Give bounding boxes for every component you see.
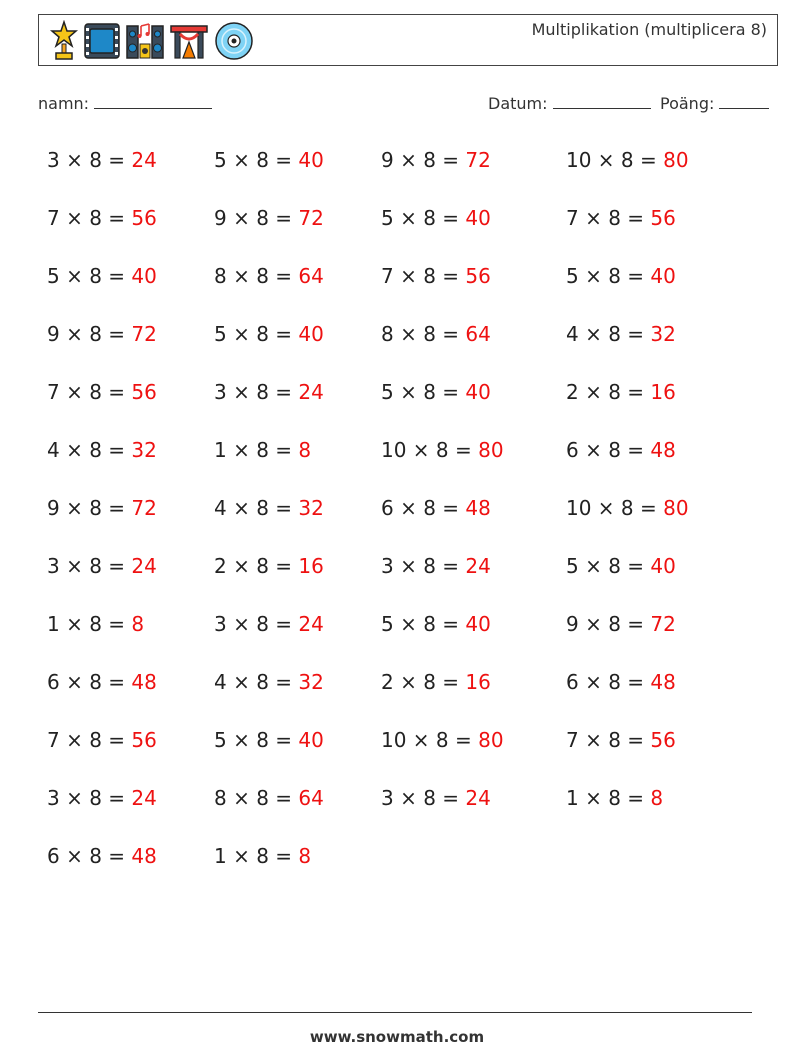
problem-question: 8 × 8 =: [214, 264, 299, 288]
problem-answer: 72: [131, 496, 157, 520]
problem-item: [381, 612, 491, 636]
problem-item: [566, 380, 676, 404]
problem-answer: 56: [465, 264, 491, 288]
problem-item: [566, 148, 689, 172]
cd-disc-icon: [213, 20, 255, 62]
problem-item: [381, 554, 491, 578]
name-label: namn:: [38, 94, 90, 113]
problem-item: [214, 844, 311, 868]
problem-question: 7 × 8 =: [381, 264, 466, 288]
problem-question: 3 × 8 =: [47, 148, 132, 172]
problem-item: [566, 496, 689, 520]
problem-question: 6 × 8 =: [566, 438, 651, 462]
problem-question: 6 × 8 =: [47, 844, 132, 868]
problem-answer: 72: [298, 206, 324, 230]
problem-question: 4 × 8 =: [214, 670, 299, 694]
worksheet-title: Multiplikation (multiplicera 8): [531, 20, 767, 39]
problem-answer: 72: [131, 322, 157, 346]
problem-answer: 48: [131, 844, 157, 868]
problem-item: [47, 786, 157, 810]
problem-answer: 40: [465, 206, 491, 230]
problem-item: [47, 148, 157, 172]
problem-item: [214, 786, 324, 810]
stage-curtain-icon: [169, 20, 209, 62]
problem-item: [566, 264, 676, 288]
problem-item: [381, 148, 491, 172]
problem-answer: 40: [465, 612, 491, 636]
problem-answer: 16: [650, 380, 676, 404]
problem-question: 5 × 8 =: [566, 264, 651, 288]
problem-question: 10 × 8 =: [566, 496, 664, 520]
film-frame-icon: [83, 20, 121, 62]
date-field: [488, 92, 651, 113]
problem-answer: 72: [465, 148, 491, 172]
name-blank[interactable]: [94, 92, 212, 109]
problem-question: 3 × 8 =: [47, 554, 132, 578]
problem-answer: 72: [650, 612, 676, 636]
problem-question: 3 × 8 =: [381, 786, 466, 810]
problem-item: [566, 206, 676, 230]
problem-answer: 8: [650, 786, 664, 810]
problem-item: [381, 670, 491, 694]
problem-item: [566, 728, 676, 752]
problem-item: [566, 786, 663, 810]
problem-answer: 48: [131, 670, 157, 694]
problem-question: 9 × 8 =: [566, 612, 651, 636]
problem-question: 8 × 8 =: [214, 786, 299, 810]
problem-question: 10 × 8 =: [381, 438, 479, 462]
problem-question: 2 × 8 =: [381, 670, 466, 694]
problem-item: [566, 670, 676, 694]
footer-website: www.snowmath.com: [309, 1028, 485, 1046]
trophy-icon: [49, 20, 79, 62]
problem-question: 5 × 8 =: [214, 728, 299, 752]
speakers-icon: [125, 20, 165, 62]
problem-question: 5 × 8 =: [381, 380, 466, 404]
problem-question: 6 × 8 =: [381, 496, 466, 520]
problem-answer: 16: [298, 554, 324, 578]
problem-item: [214, 728, 324, 752]
problem-answer: 48: [650, 438, 676, 462]
problem-answer: 80: [663, 496, 689, 520]
problem-item: [214, 612, 324, 636]
problem-answer: 56: [131, 206, 157, 230]
problem-answer: 80: [478, 438, 504, 462]
problem-item: [47, 206, 157, 230]
problem-item: [214, 206, 324, 230]
problem-question: 10 × 8 =: [381, 728, 479, 752]
problem-item: [47, 670, 157, 694]
header-icons: [49, 19, 255, 63]
problem-item: [214, 438, 311, 462]
date-label: Datum:: [488, 94, 548, 113]
problem-item: [47, 496, 157, 520]
problem-answer: 32: [298, 670, 324, 694]
problem-answer: 8: [131, 612, 145, 636]
problem-answer: 40: [298, 728, 324, 752]
problem-item: [214, 380, 324, 404]
problem-answer: 40: [298, 148, 324, 172]
problem-answer: 8: [298, 844, 312, 868]
problem-question: 7 × 8 =: [47, 728, 132, 752]
problem-question: 4 × 8 =: [566, 322, 651, 346]
problem-answer: 48: [650, 670, 676, 694]
problem-item: [381, 322, 491, 346]
problem-question: 1 × 8 =: [566, 786, 651, 810]
score-label: Poäng:: [660, 94, 715, 113]
problem-question: 7 × 8 =: [566, 728, 651, 752]
problem-item: [566, 612, 676, 636]
problem-question: 6 × 8 =: [566, 670, 651, 694]
problem-answer: 64: [465, 322, 491, 346]
problem-answer: 56: [131, 728, 157, 752]
problem-answer: 56: [131, 380, 157, 404]
problem-answer: 40: [650, 554, 676, 578]
problem-question: 5 × 8 =: [381, 206, 466, 230]
problem-question: 3 × 8 =: [47, 786, 132, 810]
problem-item: [214, 496, 324, 520]
problem-question: 9 × 8 =: [381, 148, 466, 172]
problem-answer: 24: [131, 786, 157, 810]
problem-item: [381, 786, 491, 810]
problem-answer: 24: [465, 786, 491, 810]
worksheet-header: [38, 14, 778, 66]
problem-question: 5 × 8 =: [214, 322, 299, 346]
problem-item: [47, 844, 157, 868]
problem-answer: 40: [650, 264, 676, 288]
problem-answer: 56: [650, 728, 676, 752]
problem-item: [381, 380, 491, 404]
problem-question: 6 × 8 =: [47, 670, 132, 694]
problem-item: [47, 380, 157, 404]
problem-item: [47, 612, 144, 636]
problem-question: 7 × 8 =: [566, 206, 651, 230]
problem-question: 4 × 8 =: [47, 438, 132, 462]
problem-answer: 24: [298, 612, 324, 636]
date-blank[interactable]: [553, 92, 651, 109]
problem-answer: 56: [650, 206, 676, 230]
problem-question: 3 × 8 =: [381, 554, 466, 578]
problem-question: 9 × 8 =: [47, 496, 132, 520]
problem-question: 9 × 8 =: [214, 206, 299, 230]
problem-question: 1 × 8 =: [214, 844, 299, 868]
problem-answer: 40: [131, 264, 157, 288]
problem-question: 1 × 8 =: [47, 612, 132, 636]
problem-question: 5 × 8 =: [214, 148, 299, 172]
problem-answer: 24: [131, 148, 157, 172]
problem-item: [47, 554, 157, 578]
score-field: [660, 92, 769, 113]
problem-answer: 64: [298, 264, 324, 288]
problem-answer: 40: [465, 380, 491, 404]
problem-question: 3 × 8 =: [214, 612, 299, 636]
problem-answer: 24: [298, 380, 324, 404]
problem-question: 5 × 8 =: [566, 554, 651, 578]
problem-item: [381, 206, 491, 230]
problem-answer: 8: [298, 438, 312, 462]
problem-answer: 80: [663, 148, 689, 172]
problem-question: 5 × 8 =: [381, 612, 466, 636]
problem-question: 2 × 8 =: [566, 380, 651, 404]
problem-item: [47, 438, 157, 462]
problem-question: 7 × 8 =: [47, 380, 132, 404]
problem-item: [47, 728, 157, 752]
problem-answer: 24: [465, 554, 491, 578]
problem-item: [47, 264, 157, 288]
problem-item: [47, 322, 157, 346]
problem-answer: 48: [465, 496, 491, 520]
problem-answer: 32: [298, 496, 324, 520]
problem-question: 2 × 8 =: [214, 554, 299, 578]
footer-divider: [38, 1012, 752, 1013]
problem-answer: 16: [465, 670, 491, 694]
problem-answer: 32: [131, 438, 157, 462]
problem-item: [381, 438, 504, 462]
problem-question: 10 × 8 =: [566, 148, 664, 172]
problem-item: [381, 496, 491, 520]
problem-item: [566, 322, 676, 346]
problem-question: 4 × 8 =: [214, 496, 299, 520]
problem-item: [214, 148, 324, 172]
problem-answer: 32: [650, 322, 676, 346]
problem-question: 5 × 8 =: [47, 264, 132, 288]
problem-question: 7 × 8 =: [47, 206, 132, 230]
problem-answer: 24: [131, 554, 157, 578]
problem-question: 9 × 8 =: [47, 322, 132, 346]
problem-item: [214, 554, 324, 578]
problem-item: [566, 554, 676, 578]
problem-question: 8 × 8 =: [381, 322, 466, 346]
problem-item: [381, 264, 491, 288]
score-blank[interactable]: [719, 92, 769, 109]
name-field: [38, 92, 212, 113]
problem-item: [381, 728, 504, 752]
problem-item: [214, 322, 324, 346]
problem-answer: 80: [478, 728, 504, 752]
problem-question: 1 × 8 =: [214, 438, 299, 462]
problem-answer: 64: [298, 786, 324, 810]
problem-item: [566, 438, 676, 462]
problem-answer: 40: [298, 322, 324, 346]
problem-item: [214, 264, 324, 288]
problem-question: 3 × 8 =: [214, 380, 299, 404]
problem-item: [214, 670, 324, 694]
